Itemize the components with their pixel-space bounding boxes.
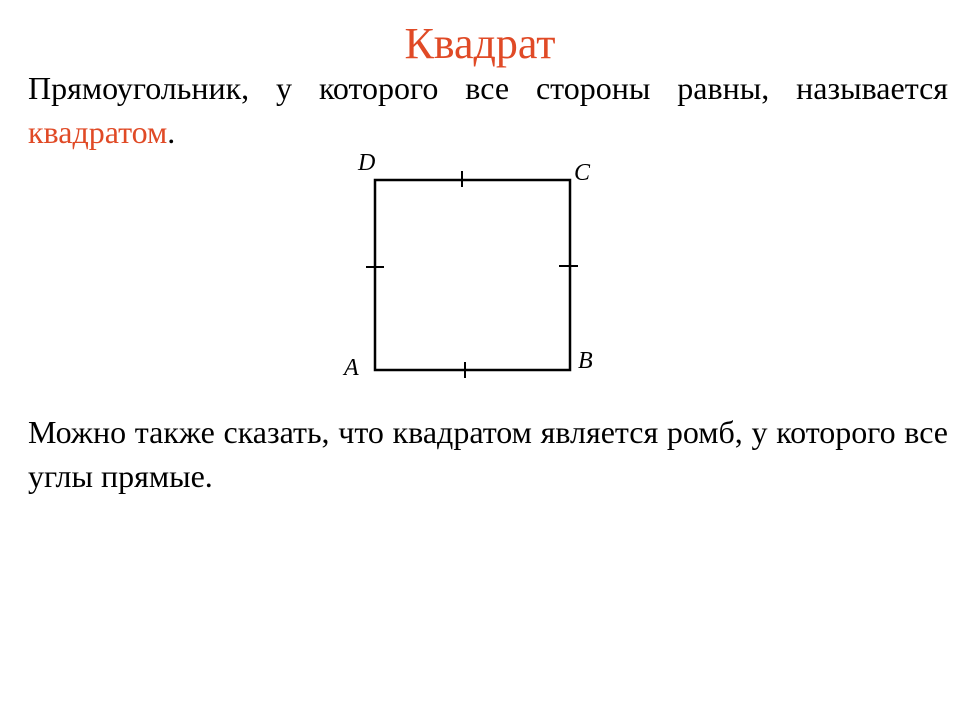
vertex-label-b: B xyxy=(578,348,593,374)
square-shape xyxy=(375,180,570,370)
definition-term: квадратом xyxy=(28,114,168,150)
definition-text: Прямоугольник, у которого все стороны равны, называется xyxy=(28,70,948,106)
square-figure xyxy=(330,140,610,390)
vertex-label-a: A xyxy=(344,355,359,381)
alternative-definition: Можно также сказать, что квадратом является ромб, у которого все углы прямые. xyxy=(28,414,948,494)
slide-title: Квадрат xyxy=(404,19,556,68)
vertex-label-c: C xyxy=(574,160,591,186)
definition-period: . xyxy=(167,114,176,150)
vertex-label-d: D xyxy=(358,150,376,176)
